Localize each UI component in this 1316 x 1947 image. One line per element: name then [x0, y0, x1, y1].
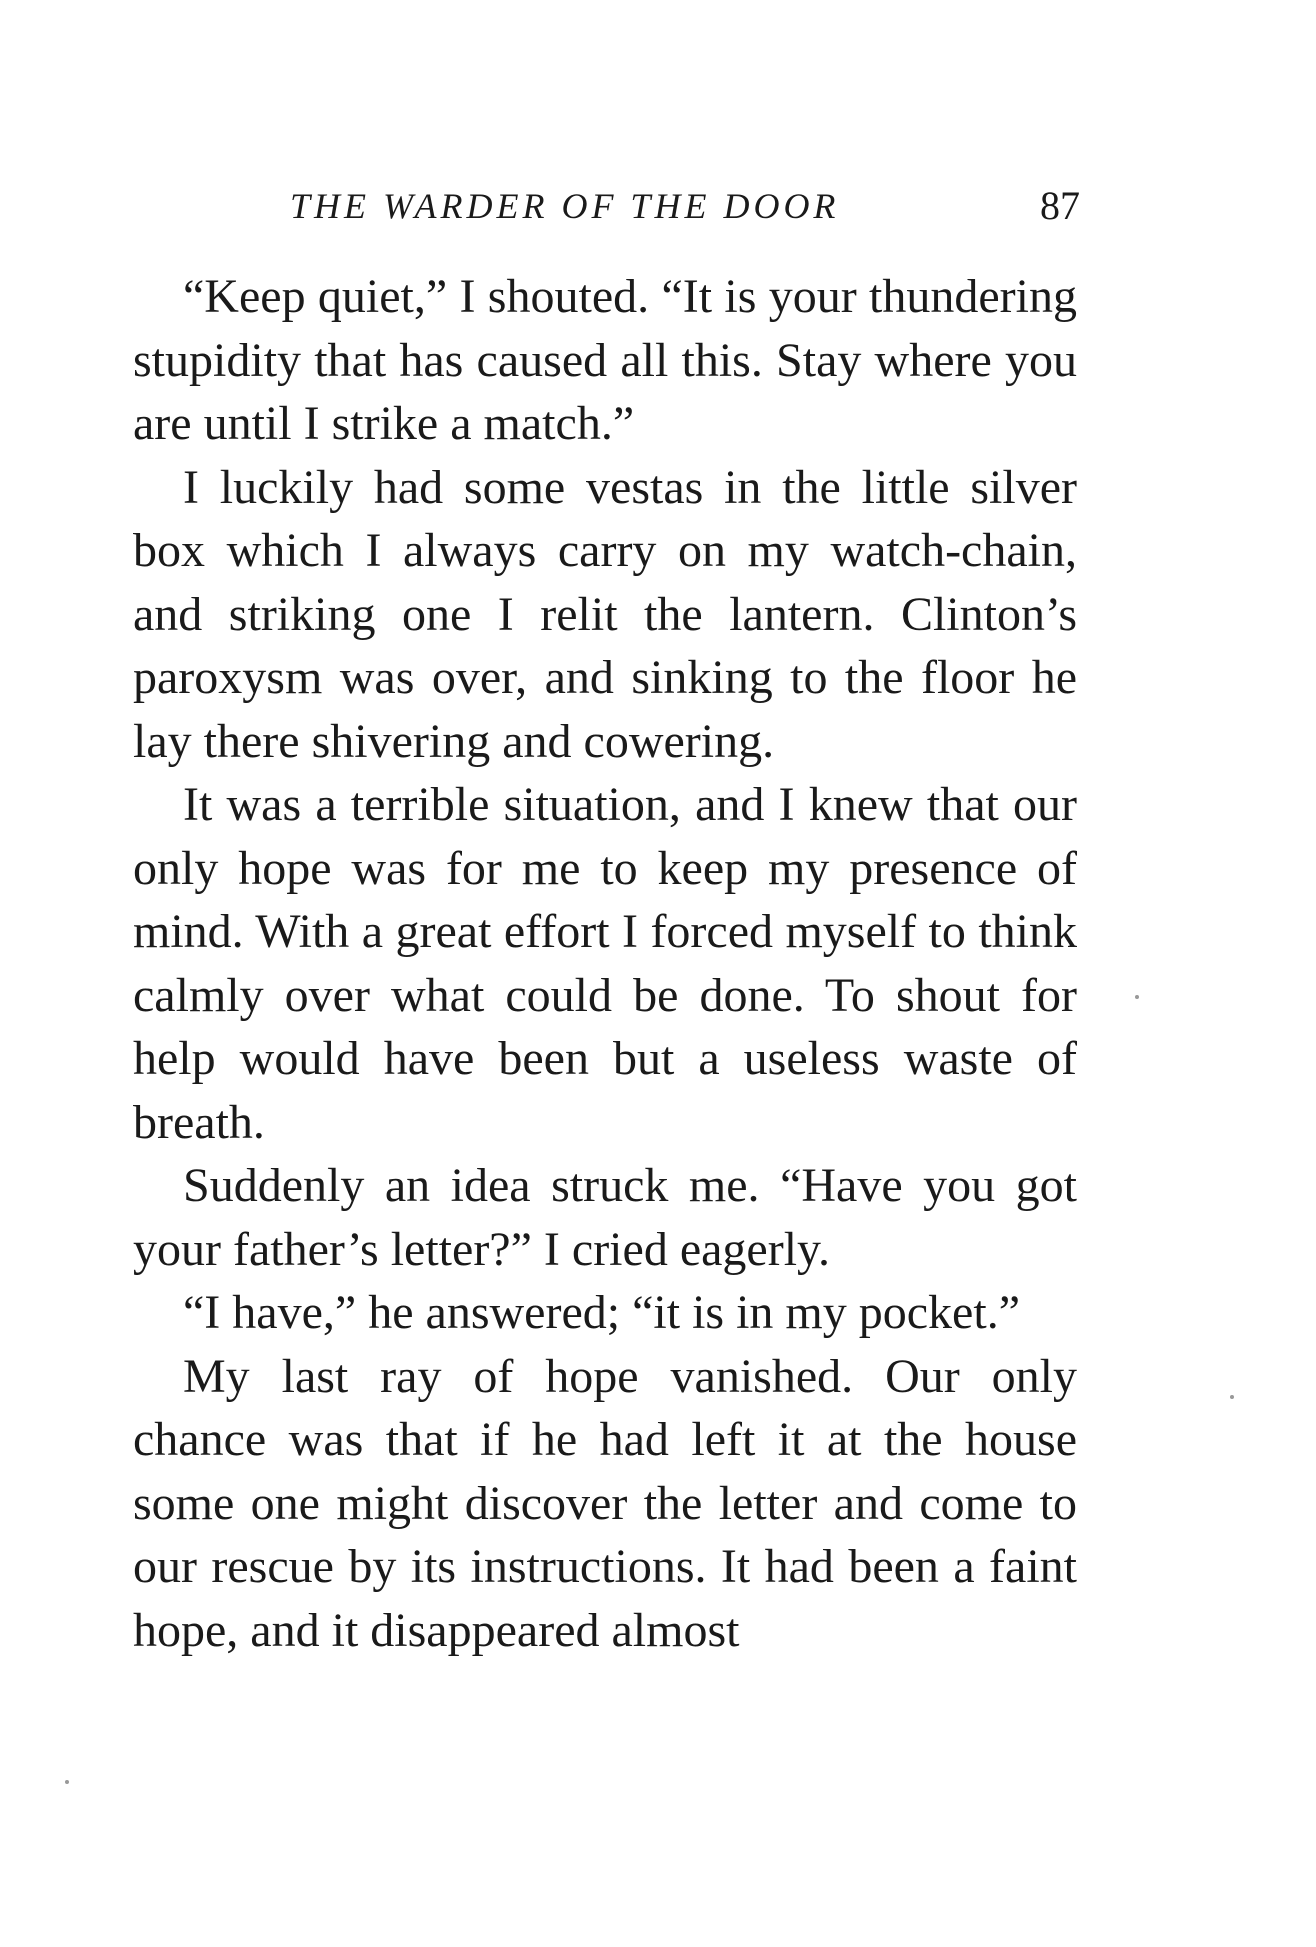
paragraph-5: “I have,” he answered; “it is in my pocket.” [183, 1286, 1020, 1339]
paragraph-6: My last ray of hope vanished. Our only chance was that if he had left it at the house some one might discover the letter and come to our rescue by its instructions. It had been a faint hope, and it disappeared almost [133, 1349, 1077, 1657]
paper-speck [65, 1780, 69, 1784]
paragraph-2: I luckily had some vestas in the little silver box which I always carry on my watch-chain, and striking one I relit the lantern. Clinton’s paroxysm was over, and sinking to the floor he lay there shivering and cowering. [133, 460, 1077, 768]
paper-speck [1230, 1395, 1234, 1399]
body-text [133, 265, 1077, 1662]
paragraph-3: It was a terrible situation, and I knew that our only hope was for me to keep my presence of mind. With a great effort I forced myself to think calmly over what could be done. To shout for help would have been but a useless waste of breath. [133, 778, 1077, 1149]
running-head [290, 178, 1080, 234]
page-number: 87 [1040, 183, 1080, 228]
paragraph-1: “Keep quiet,” I shouted. “It is your thundering stupidity that has caused all this. Stay where you are until I strike a match.” [133, 270, 1077, 450]
paper-speck [1135, 995, 1139, 999]
paragraph-4: Suddenly an idea struck me. “Have you got your father’s letter?” I cried eagerly. [133, 1159, 1077, 1276]
running-title: THE WARDER OF THE DOOR [290, 186, 840, 226]
